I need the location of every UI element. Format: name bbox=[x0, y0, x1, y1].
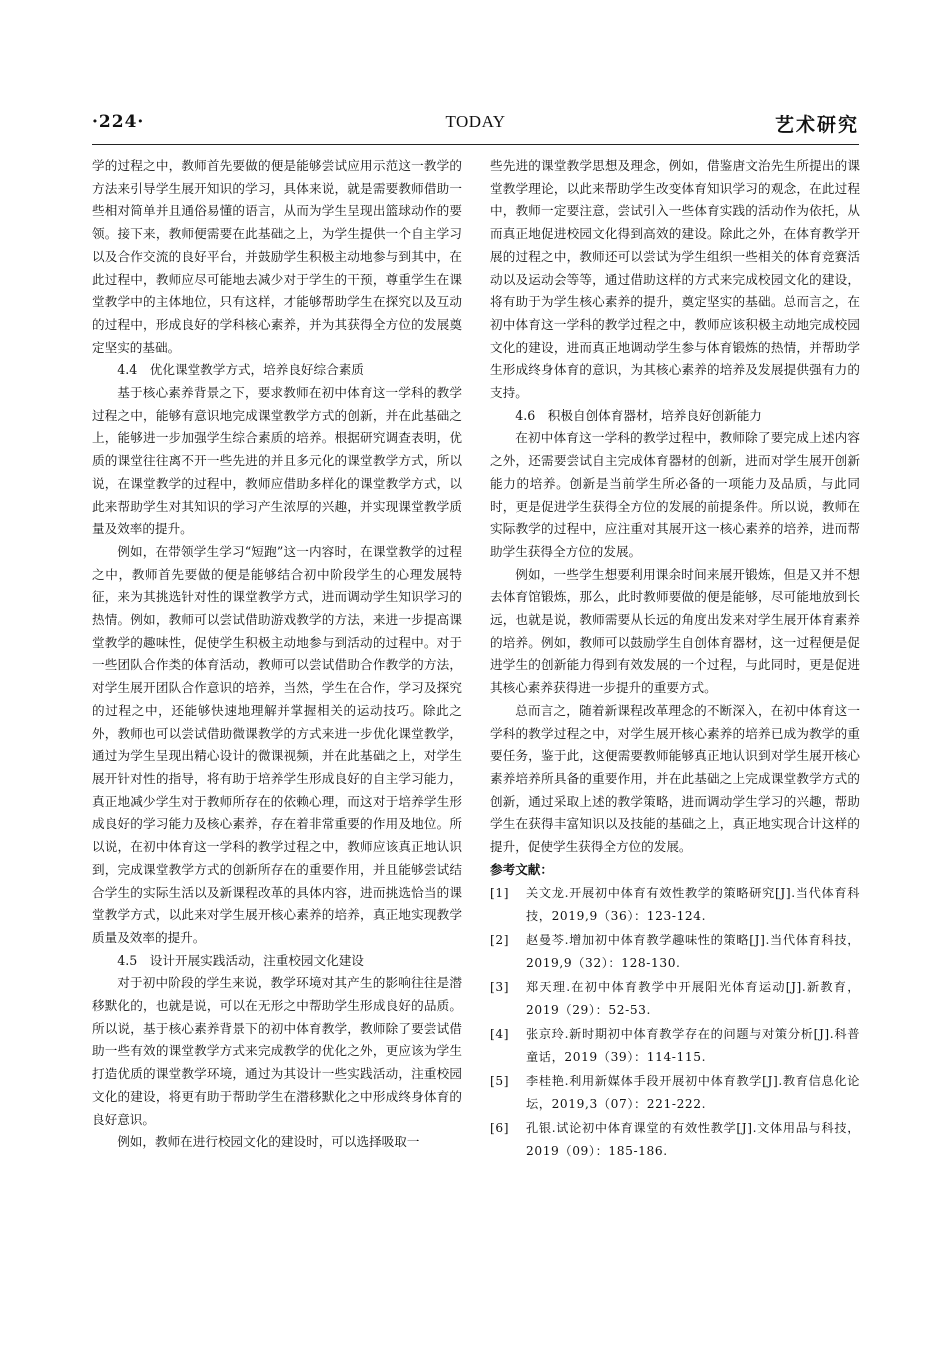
reference-item bbox=[490, 976, 860, 1023]
reference-text: 李桂艳.利用新媒体手段开展初中体育教学[J].教育信息化论坛，2019,3（07）：221-222. bbox=[526, 1073, 860, 1111]
reference-item bbox=[490, 1023, 860, 1070]
paragraph: 例如，一些学生想要利用课余时间来展开锻炼，但是又并不想去体育馆锻炼，那么，此时教师要做的便是能够，尽可能地放到长远，也就是说，教师需要从长远的角度出发来对学生展开体育素养的培养。例如，教师可以鼓励学生自创体育器材，这一过程便是促进学生的创新能力得到有效发展的一个过程，与此同时，更是促进其核心素养获得进一步提升的重要方式。 bbox=[490, 566, 860, 696]
paragraph: 总而言之，随着新课程改革理念的不断深入，在初中体育这一学科的教学过程之中，对学生展开核心素养的培养已成为教学的重要任务，鉴于此，这便需要教师能够真正地认识到对学生展开核心素养培养所具备的重要作用，并在此基础之上完成课堂教学方式的创新，通过采取上述的教学策略，进而调动学生学习的兴趣，帮助学生在获得丰富知识以及技能的基础之上，真正地实现合计这样的提升，促使学生获得全方位的发展。 bbox=[490, 702, 860, 855]
right-column bbox=[490, 155, 860, 1164]
paragraph: 在初中体育这一学科的教学过程中，教师除了要完成上述内容之外，还需要尝试自主完成体育器材的创新，进而对学生展开创新能力的培养。创新是当前学生所必备的一项能力及品质，与此同时，更是促进学生获得全方位的发展的前提条件。所以说，教师在实际教学的过程中，应注重对其展开这一核心素养的培养，进而帮助学生获得全方位的发展。 bbox=[490, 430, 860, 559]
reference-item bbox=[490, 882, 860, 929]
header-rule bbox=[92, 144, 859, 145]
references-title: 参考文献： bbox=[490, 861, 553, 877]
paragraph: 些先进的课堂教学思想及理念，例如，借鉴唐文治先生所提出的课堂教学理论，以此来帮助学生改变体育知识学习的观念，在此过程中，教师一定要注意，尝试引入一些体育实践的活动作为依托，从而真正地促进校园文化得到高效的建设。除此之外，在体育教学开展的过程之中，教师还可以尝试为学生组织一些相关的体育竞赛活动以及运动会等等，通过借助这样的方式来完成校园文化的建设，将有助于为学生核心素养的提升，奠定坚实的基础。总而言之，在初中体育这一学科的教学过程之中，教师应该积极主动地完成校园文化的建设，进而真正地调动学生参与体育锻炼的热情，并帮助学生形成终身体育的意识，为其核心素养的培养及发展提供强有力的支持。 bbox=[490, 158, 860, 401]
reference-index: [5] bbox=[490, 1073, 510, 1088]
paragraph: 例如，教师在进行校园文化的建设时，可以选择吸取一 bbox=[117, 1134, 420, 1150]
reference-index: [3] bbox=[490, 979, 510, 994]
reference-index: [2] bbox=[490, 932, 510, 947]
paragraph: 基于核心素养背景之下，要求教师在初中体育这一学科的教学过程之中，能够有意识地完成课堂教学方式的创新，并在此基础之上，能够进一步加强学生综合素质的培养。根据研究调查表明，优质的课堂往往离不开一些先进的并且多元化的课堂教学方式，所以说，在课堂教学的过程中，教师应借助多样化的课堂教学方式，以此来帮助学生对其知识的学习产生浓厚的兴趣，并实现课堂教学质量及效率的提升。 bbox=[92, 385, 462, 537]
reference-text: 郑天理.在初中体育教学中开展阳光体育运动[J].新教育，2019（29）：52-53. bbox=[526, 979, 860, 1017]
paragraph: 学的过程之中，教师首先要做的便是能够尝试应用示范这一教学的方法来引导学生展开知识的学习，具体来说，就是需要教师借助一些相对简单并且通俗易懂的语言，从而为学生呈现出篮球动作的要领。接下来，教师便需要在此基础之上，为学生提供一个自主学习以及合作交流的良好平台，并鼓励学生积极主动地参与到其中，在此过程中，教师应尽可能地去减少对于学生的干预，尊重学生在课堂教学中的主体地位，只有这样，才能够帮助学生在探究以及互动的过程中，形成良好的学科核心素养，并为其获得全方位的发展奠定坚实的基础。 bbox=[92, 158, 462, 355]
reference-text: 张京玲.新时期初中体育教学存在的问题与对策分析[J].科普童话，2019（39）：114-115. bbox=[526, 1026, 860, 1064]
section-heading-4-4: 4.4 优化课堂教学方式，培养良好综合素质 bbox=[117, 362, 364, 378]
reference-item bbox=[490, 1117, 860, 1164]
reference-index: [4] bbox=[490, 1026, 510, 1041]
section-heading-4-6: 4.6 积极自创体育器材，培养良好创新能力 bbox=[515, 407, 762, 423]
page-number: ·224· bbox=[92, 112, 145, 132]
reference-index: [6] bbox=[490, 1120, 510, 1135]
page-header bbox=[92, 112, 859, 142]
reference-text: 赵曼芩.增加初中体育教学趣味性的策略[J].当代体育科技，2019,9（32）：128-130. bbox=[526, 932, 860, 970]
reference-item bbox=[490, 1070, 860, 1117]
references-list bbox=[490, 882, 860, 1164]
reference-index: [1] bbox=[490, 885, 510, 900]
left-column bbox=[92, 155, 462, 1154]
reference-text: 关文龙.开展初中体育有效性教学的策略研究[J].当代体育科技，2019,9（36）：123-124. bbox=[526, 885, 860, 923]
section-heading-4-5: 4.5 设计开展实践活动，注重校园文化建设 bbox=[117, 952, 364, 968]
paragraph: 对于初中阶段的学生来说，教学环境对其产生的影响往往是潜移默化的，也就是说，可以在无形之中帮助学生形成良好的品质。所以说，基于核心素养背景下的初中体育教学，教师除了要尝试借助一些有效的课堂教学方式来完成教学的优化之外，更应该为学生打造优质的课堂教学环境，通过为其设计一些实践活动，注重校园文化的建设，将更有助于帮助学生在潜移默化之中形成终身体育的良好意识。 bbox=[92, 975, 462, 1127]
journal-name: TODAY bbox=[445, 112, 506, 131]
paragraph: 例如，在带领学生学习“短跑”这一内容时，在课堂教学的过程之中，教师首先要做的便是能够结合初中阶段学生的心理发展特征，来为其挑选针对性的课堂教学方式，进而调动学生知识学习的热情。例如，教师可以尝试借助游戏教学的方法，来进一步提高课堂教学的趣味性，促使学生积极主动地参与到活动的过程中。对于一些团队合作类的体育活动，教师可以尝试借助合作教学的方法，对学生展开团队合作意识的培养，当然，学生在合作，学习及探究的过程之中，还能够快速地理解并掌握相关的运动技巧。除此之外，教师也可以尝试借助微课教学的方式来进一步优化课堂教学，通过为学生呈现出精心设计的微课视频，并在此基础之上，对学生展开针对性的指导，将有助于培养学生形成良好的自主学习能力，真正地减少学生对于教师所存在的依赖心理，而这对于培养学生形成良好的学习能力及核心素养，存在着非常重要的作用及地位。所以说，在初中体育这一学科的教学过程之中，教师应该真正地认识到，完成课堂教学方式的创新所存在的重要作用，并且能够尝试结合学生的实际生活以及新课程改革的具体内容，进而挑选恰当的课堂教学方式，以此来对学生展开核心素养的培养，真正地实现教学质量及效率的提升。 bbox=[92, 543, 462, 945]
reference-item bbox=[490, 929, 860, 976]
reference-text: 孔银.试论初中体育课堂的有效性教学[J].文体用品与科技，2019（09）：185-186. bbox=[526, 1120, 860, 1158]
section-name: 艺术研究 bbox=[774, 114, 859, 136]
